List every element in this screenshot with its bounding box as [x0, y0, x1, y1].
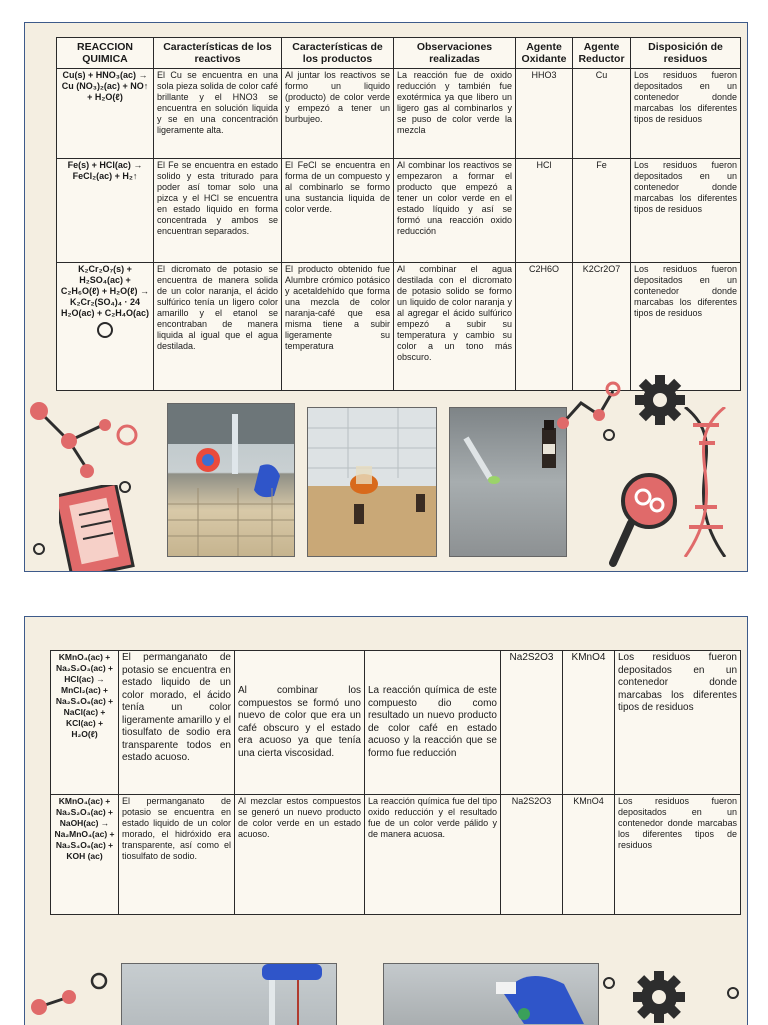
lab-photo-4: [121, 963, 337, 1025]
table-row: [57, 263, 741, 391]
observaciones-cell: La reacción química de este compuesto dio como resultado un nuevo producto de color café en estado acuoso y la reacción que se formo fue reducción: [365, 651, 501, 795]
equation-cell: [57, 263, 154, 391]
residuos-cell: Los residuos fueron depositados en un contenedor donde marcabas los diferentes tipos de residuos: [631, 159, 741, 263]
reductor-cell: KMnO4: [563, 651, 615, 795]
reductor-cell: KMnO4: [563, 795, 615, 915]
circle-icon: [599, 973, 619, 993]
residuos-cell: Los residuos fueron depositados en un contenedor donde marcabas los diferentes tipos de residuos: [631, 69, 741, 159]
table-row: [51, 795, 741, 915]
observaciones-cell: La reacción fue de oxido reducción y también fue exotérmica ya que libero un ligero gas al combinarlos y se puso de color verde la mezcla: [394, 69, 516, 159]
slide-2: [24, 616, 748, 1025]
gear-icon: [631, 969, 687, 1025]
header-cell: REACCION QUIMICA: [57, 38, 154, 69]
lab-photo-1: [167, 403, 295, 557]
equation-cell: KMnO₄(ac) + Na₂S₂O₃(ac) + NaOH(ac) → Na₂MnO₄(ac) + Na₂S₄O₆(ac) + KOH (ac): [51, 795, 119, 915]
productos-cell: Al juntar los reactivos se formo un liquido (producto) de color verde y empezó a tener un burbujeo.: [282, 69, 394, 159]
table-row: [57, 69, 741, 159]
residuos-cell: Los residuos fueron depositados en un contenedor donde marcabas los diferentes tipos de residuos: [615, 795, 741, 915]
oxidante-cell: HCl: [516, 159, 573, 263]
table-header-row: [57, 38, 741, 69]
productos-cell: Al mezclar estos compuestos se generó un nuevo producto de color verde en un estado acuoso.: [235, 795, 365, 915]
productos-cell: El FeCl se encuentra en forma de un compuesto y al combinarlo se formo una sustancia liquida de color verde.: [282, 159, 394, 263]
equation-cell: Cu(s) + HNO₃(ac) → Cu (NO₃)₂(ac) + NO↑ + H₂O(ℓ): [57, 69, 154, 159]
circle-icon: [29, 539, 49, 559]
notebook-icon: [59, 485, 139, 572]
reactivos-cell: El permanganato de potasio se encuentra en estado liquido de un color morado, el hidróxido era transparente, así como el tiosulfato de sodio.: [119, 795, 235, 915]
reductor-cell: K2Cr2O7: [573, 263, 631, 391]
magnifier-icon: [607, 463, 687, 571]
residuos-cell: Los residuos fueron depositados en un contenedor donde marcabas los diferentes tipos de residuos: [631, 263, 741, 391]
reactivos-cell: El Fe se encuentra en estado solido y esta triturado para poder así tomar solo una pizca y el HCl se encuentra en estado liquido en forma concentrada y ambos se encuentran separados.: [154, 159, 282, 263]
oxidante-cell: Na2S2O3: [501, 651, 563, 795]
oxidante-cell: Na2S2O3: [501, 795, 563, 915]
table-row: [57, 159, 741, 263]
slide-1: [24, 22, 748, 572]
circle-icon: [107, 415, 147, 455]
productos-cell: El producto obtenido fue Alumbre crómico potásico y acetaldehído que forma una mezcla de color naranja-café que esa misma tiene a subir ligeramente su temperatura: [282, 263, 394, 391]
observaciones-cell: Al combinar el agua destilada con el dicromato de potasio solido se formo un liquido de color naranja y al agregar el ácido sulfúrico empezó a subir su temperatura y cambio su color a un tono más obscuro.: [394, 263, 516, 391]
equation-cell: Fe(s) + HCl(ac) → FeCl₂(ac) + H₂↑: [57, 159, 154, 263]
reactivos-cell: El Cu se encuentra en una sola pieza solida de color café brillante y el HNO3 se encuentra en solución liquida y se en una concentración ligeramente alta.: [154, 69, 282, 159]
oxidante-cell: C2H6O: [516, 263, 573, 391]
header-cell: Disposición de residuos: [631, 38, 741, 69]
productos-cell: Al combinar los compuestos se formó uno nuevo de color que era un café obscuro y el estado era acuoso ya que tenía una cierta viscosidad.: [235, 651, 365, 795]
reductor-cell: Fe: [573, 159, 631, 263]
header-cell: Características de los reactivos: [154, 38, 282, 69]
molecule-icon: [25, 967, 125, 1025]
reaction-table-2: [50, 650, 741, 915]
equation-cell: KMnO₄(ac) + Na₂S₂O₃(ac) + HCl(ac) → MnCl₂(ac) + Na₂S₄O₆(ac) + NaCl(ac) + KCl(ac) + H₂O(ℓ): [51, 651, 119, 795]
equation-text: K₂Cr₂O₇(s) + H₂SO₄(ac) + C₂H₆O(ℓ) + H₂O(ℓ) → K₂Cr₂(SO₄)₄ · 24 H₂O(ac) + C₂H₄O(ac): [60, 264, 150, 318]
circle-icon: [599, 425, 619, 445]
reductor-cell: Cu: [573, 69, 631, 159]
header-cell: Agente Reductor: [573, 38, 631, 69]
header-cell: Agente Oxidante: [516, 38, 573, 69]
lab-photo-2: [307, 407, 437, 557]
residuos-cell: Los residuos fueron depositados en un contenedor donde marcabas los diferentes tipos de residuos: [615, 651, 741, 795]
circle-icon: [723, 983, 743, 1003]
header-cell: Observaciones realizadas: [394, 38, 516, 69]
reactivos-cell: El dicromato de potasio se encuentra de manera solida de un color naranja, el ácido sulfúrico tenía un ligero color amarillo y el etanol se encontraban de manera liquida al igual que el agua destilada.: [154, 263, 282, 391]
oxidante-cell: HHO3: [516, 69, 573, 159]
reaction-table-1: [56, 37, 741, 391]
lab-photo-3: [449, 407, 567, 557]
header-cell: Características de los productos: [282, 38, 394, 69]
lab-photo-5: [383, 963, 599, 1025]
reactivos-cell: El permanganato de potasio se encuentra en estado liquido de un color morado, el ácido tenía un color ligeramente amarillo y el tiosulfato de sodio era transparente todos en estado acuoso.: [119, 651, 235, 795]
ring-icon: [97, 322, 113, 338]
observaciones-cell: La reacción química fue del tipo oxido reducción y el resultado fue de un color verde pálido y de manera acuosa.: [365, 795, 501, 915]
observaciones-cell: Al combinar los reactivos se empezaron a formar el producto que empezó a tener un color verde en el estado líquido y así se formó una reacción oxido reducción: [394, 159, 516, 263]
table-row: [51, 651, 741, 795]
